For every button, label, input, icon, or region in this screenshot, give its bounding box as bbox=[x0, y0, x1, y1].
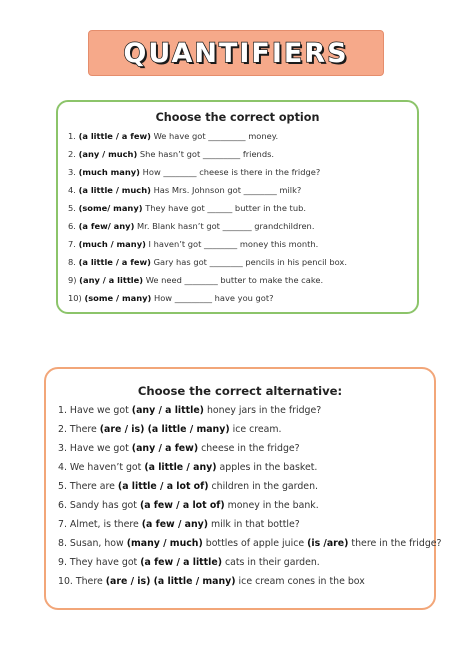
exercise-1-item bbox=[68, 167, 320, 177]
exercise-1-item bbox=[68, 203, 306, 213]
item-options: (a little / any) bbox=[144, 462, 217, 473]
item-text: She hasn’t got _________ friends. bbox=[139, 149, 275, 159]
item-text: I haven’t got ________ money this month. bbox=[148, 239, 319, 249]
item-text: How _________ have you got? bbox=[153, 293, 274, 303]
item-options: (much / many) bbox=[78, 239, 146, 249]
item-options: (any / a little) bbox=[131, 405, 204, 416]
item-number: 2. bbox=[68, 149, 76, 159]
item-number: 10) bbox=[68, 293, 82, 303]
exercise-2-heading: Choose the correct alternative: bbox=[137, 384, 343, 398]
exercise-1-item bbox=[68, 293, 274, 303]
item-options: (a little / much) bbox=[78, 185, 151, 195]
item-options: (are / is) (a little / many) bbox=[105, 576, 236, 587]
exercise-2-item: 4. We haven’t got (a little / any) apples in the basket. bbox=[58, 462, 318, 473]
exercise-2-item: 3. Have we got (any / a few) cheese in the fridge? bbox=[58, 443, 300, 454]
item-text: Gary has got ________ pencils in his pencil box. bbox=[153, 257, 347, 267]
item-options: (any / a little) bbox=[79, 275, 144, 285]
title-banner bbox=[88, 30, 384, 76]
exercise-1-box bbox=[56, 100, 419, 314]
exercise-2-box bbox=[44, 367, 442, 610]
exercise-1-item bbox=[68, 149, 274, 159]
item-text: How ________ cheese is there in the fridge? bbox=[142, 167, 321, 177]
item-options: (a few / any) bbox=[141, 519, 209, 530]
item-number: 8. bbox=[68, 257, 76, 267]
exercise-1-item bbox=[68, 185, 301, 195]
item-number: 3. bbox=[68, 167, 76, 177]
item-options: (are / is) (a little / many) bbox=[99, 424, 230, 435]
exercise-1-item bbox=[68, 275, 323, 285]
exercise-1-item bbox=[68, 239, 318, 249]
item-options: (some / many) bbox=[84, 293, 152, 303]
exercise-2-item: 10. There (are / is) (a little / many) ice cream cones in the box bbox=[58, 576, 365, 587]
exercise-2-item: 6. Sandy has got (a few / a lot of) money in the bank. bbox=[58, 500, 319, 511]
item-options: (a little / a few) bbox=[78, 257, 151, 267]
item-options: (a few / a little) bbox=[140, 557, 222, 568]
exercise-2-item: 9. They have got (a few / a little) cats in their garden. bbox=[58, 557, 320, 568]
item-number: 5. bbox=[68, 203, 76, 213]
item-options: (any / a few) bbox=[131, 443, 199, 454]
exercise-2-item: 8. Susan, how (many / much) bottles of apple juice (is /are) there in the fridge? bbox=[58, 538, 442, 549]
item-number: 7. bbox=[68, 239, 76, 249]
item-text: We have got _________ money. bbox=[153, 131, 279, 141]
item-number: 9) bbox=[68, 275, 77, 285]
exercise-2-item: 1. Have we got (any / a little) honey jars in the fridge? bbox=[58, 405, 322, 416]
item-options: (much many) bbox=[78, 167, 140, 177]
item-options: (any / much) bbox=[78, 149, 138, 159]
item-options: (a few / a lot of) bbox=[139, 500, 225, 511]
item-options: (a few/ any) bbox=[78, 221, 135, 231]
item-options: (a little / a lot of) bbox=[117, 481, 209, 492]
exercise-2-item: 5. There are (a little / a lot of) children in the garden. bbox=[58, 481, 318, 492]
exercise-2-item: 2. There (are / is) (a little / many) ice cream. bbox=[58, 424, 282, 435]
item-number: 1. bbox=[68, 131, 76, 141]
item-options: (is /are) bbox=[307, 538, 349, 549]
item-text: They have got ______ butter in the tub. bbox=[145, 203, 306, 213]
exercise-1-heading: Choose the correct option bbox=[155, 111, 320, 124]
item-text: Has Mrs. Johnson got ________ milk? bbox=[153, 185, 302, 195]
item-options: (many / much) bbox=[126, 538, 203, 549]
page-title: QUANTIFIERS bbox=[123, 37, 349, 69]
item-options: (a little / a few) bbox=[78, 131, 151, 141]
exercise-1-item bbox=[68, 257, 347, 267]
item-options: (some/ many) bbox=[78, 203, 143, 213]
exercise-1-item bbox=[68, 221, 314, 231]
item-number: 4. bbox=[68, 185, 76, 195]
exercise-1-item bbox=[68, 131, 278, 141]
item-text: Mr. Blank hasn’t got _______ grandchildren. bbox=[137, 221, 315, 231]
item-text: We need ________ butter to make the cake. bbox=[145, 275, 324, 285]
item-number: 6. bbox=[68, 221, 76, 231]
exercise-2-item: 7. Almet, is there (a few / any) milk in that bottle? bbox=[58, 519, 300, 530]
